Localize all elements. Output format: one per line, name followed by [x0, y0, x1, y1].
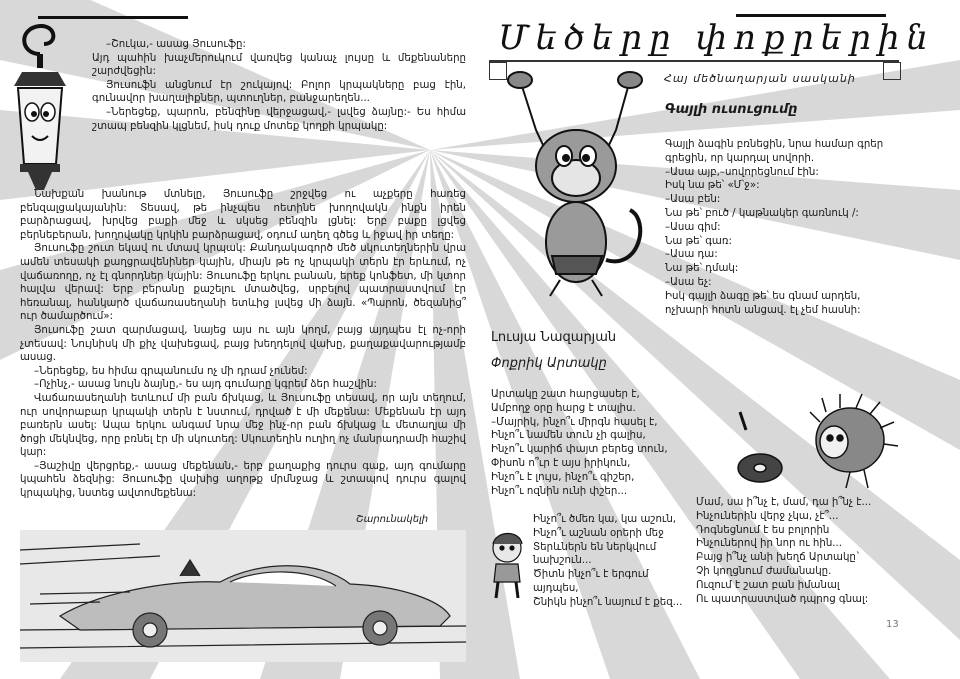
poem-part-2	[533, 513, 682, 610]
poem-line: Ինչո՞ւ է լույս, ինչո՞ւ գիշեր,	[491, 471, 635, 483]
poem-line: –Ասա դա:	[665, 249, 718, 261]
poem-line: Փիսոն ո՞ւր է այս իրիկուն,	[491, 457, 631, 469]
hedgehog-illustration	[730, 392, 900, 492]
poem-gayli	[665, 138, 883, 317]
title-underline	[489, 60, 899, 62]
poem-line: Ինչո՞ւ կարիճ փայտ բերեց տուն,	[491, 444, 668, 456]
poem-line: Նա թե՝ դմակ:	[665, 263, 739, 275]
paragraph: –Ներեցեք, ես հիմա գրպանումս ոչ մի դրամ չունեմ:	[34, 365, 308, 377]
paragraph: –Ոչինչ,- ասաց նույն ձայնը,- ես այդ գումարը կգրեմ ձեր հաշվին:	[34, 379, 377, 391]
paragraph: Յուսուֆը շուտ եկավ ու մտավ կրպակ: Քանդակագործ մեծ սկուտեղներին վրա ամեն տեսակի քաղցրավենիներ կային, միայն թե ոչ կրպակի տերն էր երևում, ոչ վաճառողը, ոչ էլ գնորդներ կային: Յուսուֆը երկու բանան, երեք կոնֆետ, մի կտոր հալվա վերավ: Երբ բերանը քաշելու մտածվեց, սրբելով պատրաստվում էր հեռանալ, հանկարծ վաճառասեղանի ետևից լսվեց մի ձայն. «Պարոն, ծեզանից՞ ուր ծամարծում»:	[20, 243, 466, 323]
poem-line: –Ասա այբ,–սովորեցնում էին:	[665, 166, 819, 178]
poem-line: Տերևներն են ներկվում	[533, 541, 657, 553]
poem-line: գրեցին, որ կարդալ սովորի.	[665, 152, 815, 164]
subtitle: Հայ մեծնաղարյան սասկանի	[664, 72, 856, 85]
poem-line: Արտակը շատ հարցասեր է,	[491, 389, 640, 400]
poem-line: Դոգնեցնում է ես բոլորին	[696, 524, 830, 536]
poem-line: Ինչուներին վերջ չկա, չէ՞...	[696, 510, 839, 522]
paragraph: –Շուկա,- ասաց Յուսուֆը:	[106, 39, 246, 50]
paragraph: Այդ պահին խաչմերուկում վառվեց կանաչ լույսը և մեքենաները շարժվեցին:	[92, 52, 466, 78]
poem-line: –Ասա եչ:	[665, 276, 712, 288]
poem-line: Ծիտն ինչո՞ւ է երգում	[533, 569, 649, 581]
poem-line: Ինչո՞ւ ծմեռ կա, կա աշուն,	[533, 514, 677, 525]
paragraph: Վաճառասեղանի ետևում մի բան ճխկաց, և Յուսուֆը տեսավ, որ այն տեղում, ուր սովորաբար կրպակի տերն է նստում, դրված է մի մեքենա: Մեքենան էր այդ բառերն ասել: Ապա երկու անգամ նրա մեջ ինչ-որ բան ճխկաց և մետաղյա մի ծոցի մեկնվեց, որը բռնել էր մի սկուտեղ: Սկուտեղին ուղիղ ոչ մանրադրամի հաշիվ կար:	[20, 392, 466, 459]
boy-illustration	[486, 530, 528, 600]
poem-author: Լուսյա Նազարյան	[491, 330, 617, 345]
poem-line: Չի կողցնում ժամանակը.	[696, 565, 832, 577]
poem-line: Ու պատրաստված դպրոց գնալ:	[696, 593, 869, 605]
poem-line: ոչխարի հոտն անցավ. էլ չեմ հասնի:	[665, 304, 861, 316]
paragraph: Յուսուֆը շատ զարմացավ, նայեց այս ու այն կողմ, բայց այդպես էլ ոչ-որի չտեսավ: Նույնիսկ մի քիչ վախեցավ, բայց խեղդելով վախը, քաղաքավարությամբ ասաց.	[20, 324, 466, 364]
poem-part-1	[491, 388, 668, 498]
story-signature: Շարունակելի	[356, 514, 429, 525]
car-illustration	[20, 530, 466, 662]
poem-line: Շնիկն ինչո՞ւ նայում է քեզ...	[533, 596, 683, 608]
monkey-illustration	[490, 70, 660, 300]
poem-line: Իսկ գայլի ձագը թե՝ ես գնամ արդեն,	[665, 290, 861, 302]
poem-line: Նա թե՝ գառ:	[665, 235, 732, 247]
poem-line: –Ասա բեն:	[665, 194, 721, 206]
poem-line: –Ասա գիմ:	[665, 221, 721, 233]
paragraph: Յուսուֆն անցնում էր շուկայով: Բոլոր կրպակները բաց էին, գունավոր խաղալիքներ, պտուղներ, բանջարեղեն...	[92, 79, 466, 105]
poem-line: Ուզում է շատ բան իմանալ	[696, 579, 840, 591]
corner-ornament	[883, 62, 901, 80]
poem-line: Ամբողջ օրը հարց է տալիս.	[491, 402, 636, 414]
poem-line: Նա թե՝ բուծ / կաթնակեր գառնուկ /:	[665, 207, 859, 219]
poem-line: Ինչո՞ւ աշնան օրերի մեջ	[533, 527, 664, 539]
poem-part-3	[696, 496, 871, 606]
top-rule	[736, 14, 886, 17]
poem-line: Բայց ի՞նչ անի խեղճ Արտակը`	[696, 552, 861, 564]
poem-line: Ինչուներով իր նոր ու հին...	[696, 538, 842, 550]
street-lamp-illustration	[10, 14, 82, 194]
poem-line: Ինչո՞ւ նամեն տուն չի գալիս,	[491, 430, 646, 442]
poem-line: Ինչո՞ւ ոզնին ունի փշեր...	[491, 485, 628, 497]
paragraph: Նախքան խանութ մտնելը, Յուսուֆը շրջվեց ու աչքերը հառեց բենզալցակայանին: Տեսավ, թե ինչպես ոետինե խողովակն ինքն իրեն բարձրացավ, խրվեց բաքի մեջ և սկսեց բենզին լցնել: Երբ բաքը լցվեց բերնեբերան, խողովակը կրկին բարձրացավ, օդում աղեղ գծեց և իջավ իր տեղը:	[20, 189, 466, 241]
section-heading: Գայլի ուսուցումը	[665, 102, 798, 117]
poem-line: Իսկ նա թե՝ «Մ՝ջ»:	[665, 180, 760, 192]
poem-line: Մամ, սա ի՞նչ է, մամ, դա ի՞նչ է...	[696, 497, 872, 508]
story-text-intro	[92, 38, 466, 133]
paragraph: –Յաշիվը վերցրեք,- ասաց մեքենան,- երբ քաղաքից դուրս գաք, այդ գումարը կպահեն ձեզնից: Յուսուֆը վախից աղոթք մրմնջաց և շտապով դուրս գալով կրպակից, նստեց ավտոմեքենա:	[20, 460, 466, 500]
story-text-main	[20, 188, 466, 501]
poem-line: Գայլի ձագին բռնեցին, նրա համար գրեր	[665, 139, 884, 150]
poem-line: նախշուն...	[533, 555, 592, 567]
poem-line: –Մայրիկ, ինչո՞ւ միրգն հասել է,	[491, 416, 658, 428]
page-number: 13	[886, 619, 899, 630]
paragraph: –Ներեցեք, պարոն, բենզինը վերջացավ,- լսվեց ձայնը:- Ես հիմա շտապ բենզին կլցնեմ, իսկ դուք մոտեք կողքի կրպակը:	[92, 106, 466, 132]
magazine-title: Մեծերը փոքրերին	[498, 18, 936, 58]
poem-title: Փոքրիկ Արտակը	[491, 356, 607, 371]
poem-line: այդպես,	[533, 582, 579, 594]
